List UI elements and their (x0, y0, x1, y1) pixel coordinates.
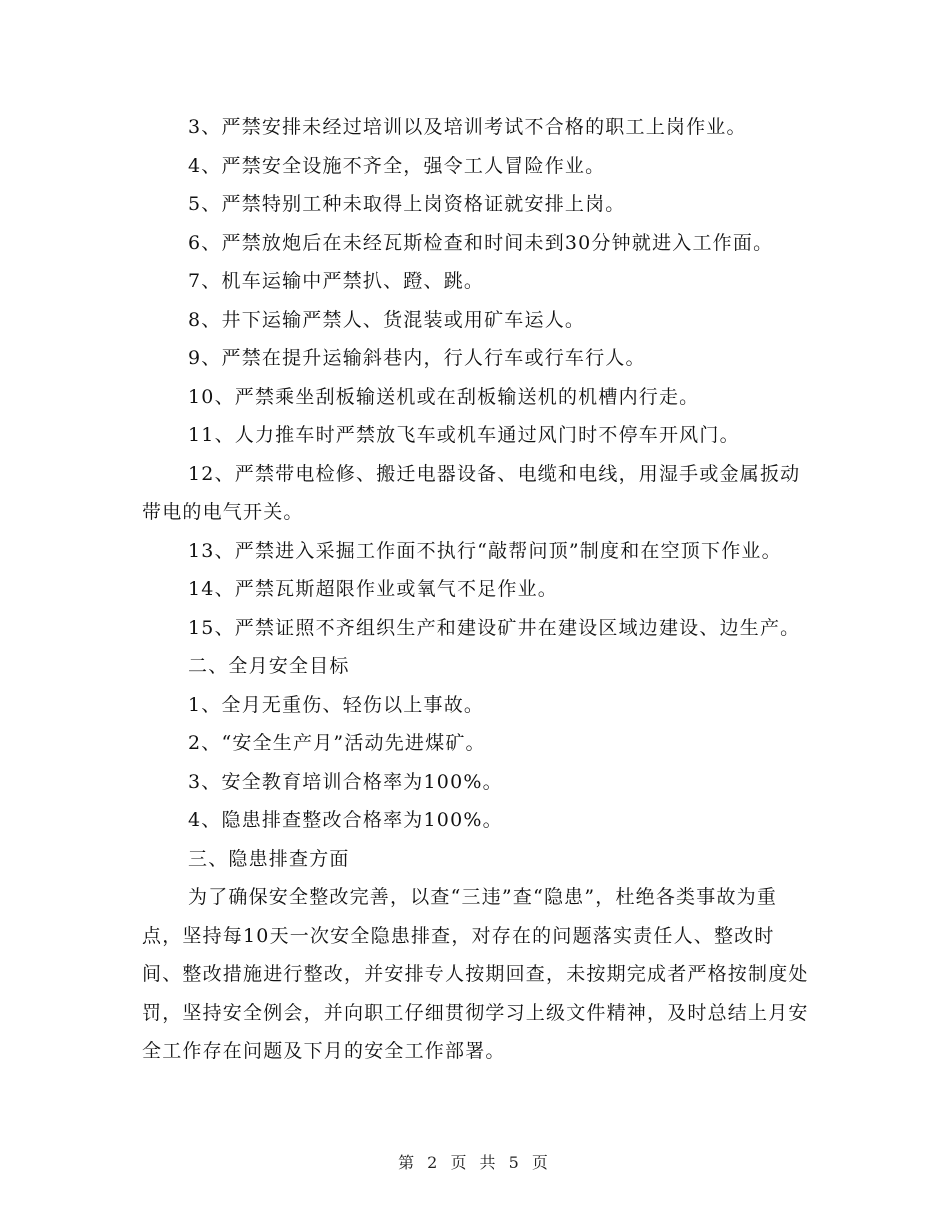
paragraph: 4、严禁安全设施不齐全，强令工人冒险作业。 (188, 154, 606, 177)
paragraph: 3、安全教育培训合格率为100%。 (188, 770, 503, 793)
paragraph: 9、严禁在提升运输斜巷内，行人行车或行车行人。 (188, 347, 646, 369)
paragraph: 11、人力推车时严禁放飞车或机车通过风门时不停车开风门。 (188, 424, 740, 446)
document-body (142, 108, 810, 1071)
paragraph: 10、严禁乘坐刮板输送机或在刮板输送机的机槽内行走。 (188, 385, 700, 408)
paragraph: 7、机车运输中严禁扒、蹬、跳。 (188, 270, 485, 292)
paragraph: 2、“安全生产月”活动先进煤矿。 (188, 732, 486, 754)
section-heading: 二、全月安全目标 (188, 655, 350, 677)
paragraph: 为了确保安全整改完善，以查“三违”查“隐患”，杜绝各类事故为重点，坚持每10天一次安全隐患排查，对存在的问题落实责任人、整改时间、整改措施进行整改，并安排专人按期回查，未按期完成者严格按制度处罚，坚持安全例会，并向职工仔细贯彻学习上级文件精神，及时总结上月安全工作存在问题及下月的安全工作部署。 (142, 886, 809, 1062)
section-heading: 三、隐患排查方面 (188, 847, 350, 870)
paragraph: 15、严禁证照不齐组织生产和建设矿井在建设区域边建设、边生产。 (188, 616, 801, 639)
paragraph: 6、严禁放炮后在未经瓦斯检查和时间未到30分钟就进入工作面。 (188, 231, 774, 254)
paragraph: 8、井下运输严禁人、货混装或用矿车运人。 (188, 308, 586, 331)
paragraph: 13、严禁进入采掘工作面不执行“敲帮问顶”制度和在空顶下作业。 (188, 539, 782, 562)
paragraph: 4、隐患排查整改合格率为100%。 (188, 809, 503, 831)
paragraph: 1、全月无重伤、轻伤以上事故。 (188, 693, 485, 716)
paragraph: 12、严禁带电检修、搬迁电器设备、电缆和电线，用湿手或金属扳动带电的电气开关。 (142, 462, 801, 523)
paragraph: 14、严禁瓦斯超限作业或氧气不足作业。 (188, 578, 558, 600)
paragraph: 3、严禁安排未经过培训以及培训考试不合格的职工上岗作业。 (188, 116, 747, 138)
page-footer: 第 2 页 共 5 页 (398, 1153, 552, 1172)
paragraph: 5、严禁特别工种未取得上岗资格证就安排上岗。 (188, 193, 626, 215)
